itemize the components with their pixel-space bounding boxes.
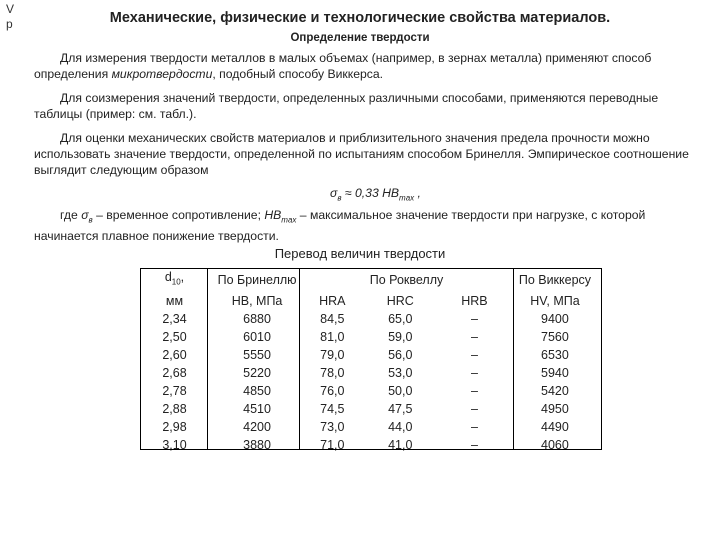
p3-text: Для оценки механических свойств материалов и приблизительного значения предела прочности можно использовать значение твердости, определенной по испытаниям способом Бринелля. Эмпирическое соотношение выглядит следующим образом — [34, 131, 689, 177]
cell-hv: 4950 — [541, 401, 569, 416]
p2-text: Для соизмерения значений твердости, определенных различными способами, применяются переводные таблицы (пример: см. табл.). — [34, 91, 659, 121]
cell-hb: 4850 — [243, 383, 271, 398]
header-rockwell: По Роквеллу — [369, 272, 444, 287]
cell-hb: 4510 — [243, 401, 271, 416]
def-sigma: σ — [81, 208, 89, 222]
table-header-row-2 — [140, 292, 602, 310]
page-subtitle: Определение твердости — [290, 32, 430, 44]
cell-hra: 84,5 — [320, 311, 345, 326]
cell-hrc: 41,0 — [388, 437, 413, 452]
table-row — [140, 436, 602, 454]
cell-hrc: 65,0 — [388, 311, 413, 326]
table-row — [140, 382, 602, 400]
paragraph-2 — [34, 90, 694, 122]
formula-hb-sub: max — [399, 193, 415, 203]
corner-mark-1: V — [6, 2, 15, 16]
header-brinell: По Бринеллю — [217, 272, 297, 287]
page-title: Механические, физические и технологические свойства материалов. — [109, 10, 611, 26]
cell-hb: 5220 — [243, 365, 271, 380]
table-row — [140, 310, 602, 328]
formula-tail: , — [414, 186, 421, 200]
cell-d10: 2,50 — [162, 329, 187, 344]
formula-sigma: σ — [330, 186, 338, 200]
cell-hrb: – — [470, 329, 478, 344]
cell-hra: 73,0 — [320, 419, 345, 434]
cell-hrc: 50,0 — [388, 383, 413, 398]
cell-hrb: – — [470, 419, 478, 434]
cell-hra: 81,0 — [320, 329, 345, 344]
def-hb: HB — [264, 208, 282, 222]
paragraph-1 — [34, 50, 694, 82]
hardness-table — [140, 268, 602, 454]
cell-hv: 9400 — [541, 311, 569, 326]
cell-hrc: 56,0 — [388, 347, 413, 362]
cell-hv: 6530 — [541, 347, 569, 362]
table-row — [140, 400, 602, 418]
cell-hb: 5550 — [243, 347, 271, 362]
header-hrc: HRC — [386, 293, 414, 308]
cell-hv: 7560 — [541, 329, 569, 344]
cell-hrb: – — [470, 365, 478, 380]
cell-d10: 3,10 — [162, 437, 187, 452]
p1-end: , подобный способу Виккерса. — [212, 67, 384, 81]
cell-hra: 78,0 — [320, 365, 345, 380]
table-row — [140, 418, 602, 436]
cell-hrb: – — [470, 437, 478, 452]
cell-hra: 76,0 — [320, 383, 345, 398]
header-hra: HRA — [319, 293, 346, 308]
header-brinell-unit: HB, МПа — [231, 293, 283, 308]
cell-hv: 4060 — [541, 437, 569, 452]
cell-hb: 3880 — [243, 437, 271, 452]
cell-hb: 4200 — [243, 419, 271, 434]
table-row — [140, 328, 602, 346]
table-caption: Перевод величин твердости — [274, 246, 446, 261]
formula-rest: ≈ 0,33 HB — [341, 186, 400, 200]
p1-start: Для измерения твердости металлов в малых объемах (например, в зернах металла) применяют способ определения — [34, 51, 652, 81]
corner-mark-2: p — [6, 17, 13, 31]
cell-hb: 6010 — [243, 329, 271, 344]
cell-hrb: – — [470, 347, 478, 362]
cell-hrb: – — [470, 311, 478, 326]
header-hrb: HRB — [461, 293, 488, 308]
def-end: – максимальное значение твердости при нагрузке, с которой начинается плавное понижение твердости. — [34, 208, 646, 244]
header-d10: $d_{10}$, — [164, 270, 185, 287]
cell-d10: 2,34 — [162, 311, 187, 326]
cell-d10: 2,68 — [162, 365, 187, 380]
cell-hrc: 44,0 — [388, 419, 413, 434]
header-d10-unit: мм — [165, 293, 184, 308]
header-vickers-unit: HV, МПа — [530, 293, 580, 308]
paragraph-3 — [34, 130, 694, 178]
cell-hrb: – — [470, 383, 478, 398]
cell-hv: 4490 — [541, 419, 569, 434]
table-row — [140, 364, 602, 382]
definition-paragraph — [34, 207, 694, 244]
def-sigma-sub: в — [88, 215, 93, 225]
cell-hra: 79,0 — [320, 347, 345, 362]
cell-hb: 6880 — [243, 311, 271, 326]
def-start: где — [60, 208, 82, 222]
table-header-row-1 — [140, 268, 602, 292]
def-mid: – временное сопротивление; — [92, 208, 265, 222]
cell-hrc: 47,5 — [388, 401, 413, 416]
header-vickers: По Виккерсу — [518, 272, 592, 287]
table-row — [140, 346, 602, 364]
cell-d10: 2,78 — [162, 383, 187, 398]
formula — [330, 186, 421, 202]
cell-d10: 2,60 — [162, 347, 187, 362]
p1-italic: микротвердости — [111, 67, 213, 81]
cell-d10: 2,98 — [162, 419, 187, 434]
cell-hra: 71,0 — [320, 437, 345, 452]
cell-hrb: – — [470, 401, 478, 416]
cell-hv: 5940 — [541, 365, 569, 380]
cell-hrc: 53,0 — [388, 365, 413, 380]
cell-hv: 5420 — [541, 383, 569, 398]
def-hb-sub: max — [281, 215, 297, 225]
cell-d10: 2,88 — [162, 401, 187, 416]
cell-hra: 74,5 — [320, 401, 345, 416]
formula-sigma-sub: в — [337, 193, 342, 203]
cell-hrc: 59,0 — [388, 329, 413, 344]
